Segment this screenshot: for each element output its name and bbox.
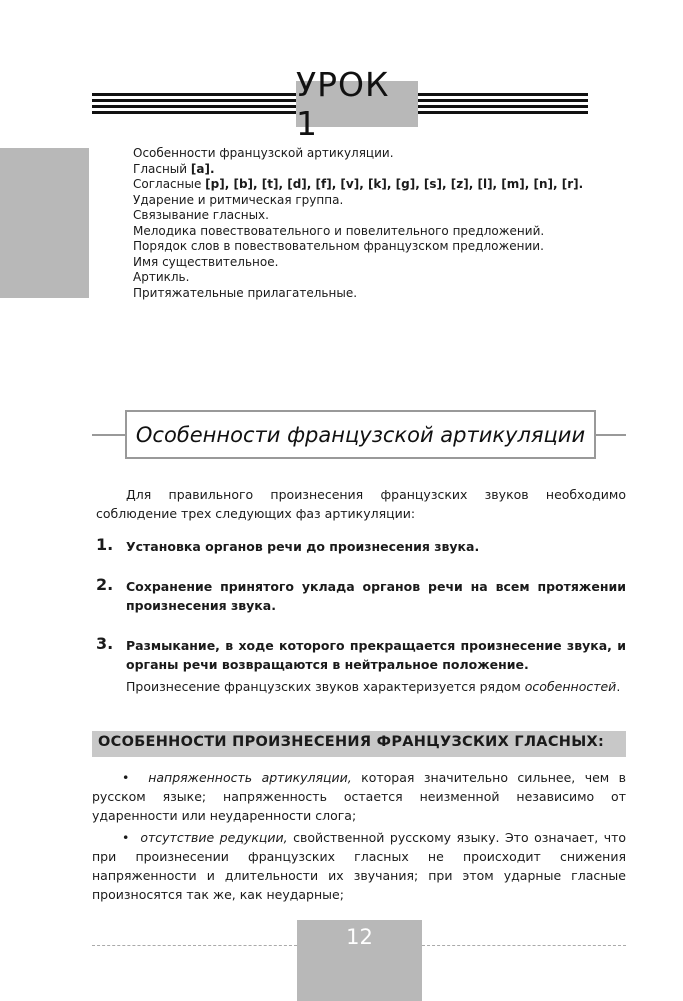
lesson-title-text: УРОК 1 (296, 65, 390, 143)
page-number: 12 (346, 925, 373, 949)
phase-text: Размыкание, в ходе которого прекращается произнесение звука, и органы речи возвращаются в нейтральное положение. (126, 638, 626, 672)
topic-item (133, 177, 603, 193)
topic-bold: [a]. (190, 161, 215, 176)
topic-item: Особенности французской артикуляции. (133, 146, 394, 160)
topic-item: Артикль. (133, 270, 190, 284)
topic-item: Мелодика повествовательного и повелительного предложений. (133, 223, 545, 238)
topics-list (133, 146, 603, 301)
summary-paragraph (126, 677, 626, 696)
section-title (125, 410, 596, 459)
phase-item (96, 577, 626, 615)
intro-paragraph: Для правильного произнесения французских звуков необходимо соблюдение трех следующих фаз артикуляции: (96, 487, 626, 521)
bullet-emphasis: отсутствие редукции, (140, 830, 288, 845)
footer-dash-left (92, 945, 297, 946)
phase-number: 1. (96, 535, 114, 554)
phase-number: 3. (96, 634, 114, 653)
topic-item: Связывание гласных. (133, 208, 269, 222)
phase-item (96, 636, 626, 674)
phase-number: 2. (96, 575, 114, 594)
lesson-title (296, 65, 418, 143)
section-line-right (595, 434, 626, 436)
bullet-emphasis: напряженность артикуляции, (148, 770, 352, 785)
phase-item (96, 537, 626, 556)
footer-dash-right (422, 945, 626, 946)
topic-item: Порядок слов в повествовательном французском предложении. (133, 239, 544, 253)
page-number-box (297, 920, 422, 1001)
bullet-item (92, 828, 626, 904)
vowels-heading (92, 731, 626, 757)
vowels-heading-text: ОСОБЕННОСТИ ПРОИЗНЕСЕНИЯ ФРАНЦУЗСКИХ ГЛАСНЫХ: (98, 734, 605, 750)
phase-text: Сохранение принятого уклада органов речи на всем протяжении произнесения звука. (126, 579, 626, 613)
summary-text: Произнесение французских звуков характеризуется рядом (126, 679, 525, 694)
topic-prefix: Согласные (133, 177, 206, 191)
bullet-text: которая значительно сильнее, чем в русском языке; напряженность остается неизменной независимо от ударенности или неударенности слога; (92, 770, 626, 823)
side-tab (0, 148, 89, 298)
topic-item (133, 162, 603, 178)
bullet-dot: • (122, 770, 130, 785)
section-title-text: Особенности французской артикуляции (135, 422, 586, 447)
topic-item: Ударение и ритмическая группа. (133, 192, 344, 207)
phase-text: Установка органов речи до произнесения звука. (126, 539, 480, 554)
bullet-dot: • (122, 830, 130, 845)
bullet-text: свойственной русскому языку. Это означает, что при произнесении французских гласных не происходит снижения напряженности и длительности их звучания; при этом ударные гласные произносятся так же, как неударные; (92, 830, 627, 902)
section-line-left (92, 434, 126, 436)
topic-item: Имя существительное. (133, 254, 279, 269)
summary-emphasis: особенностей (524, 679, 617, 694)
summary-end: . (616, 679, 621, 694)
topic-item: Притяжательные прилагательные. (133, 285, 358, 300)
topic-bold: [p], [b], [t], [d], [f], [v], [k], [g], [s], [z], [l], [m], [n], [r]. (205, 177, 584, 191)
bullet-item (92, 768, 626, 825)
topic-prefix: Гласный (133, 161, 191, 176)
